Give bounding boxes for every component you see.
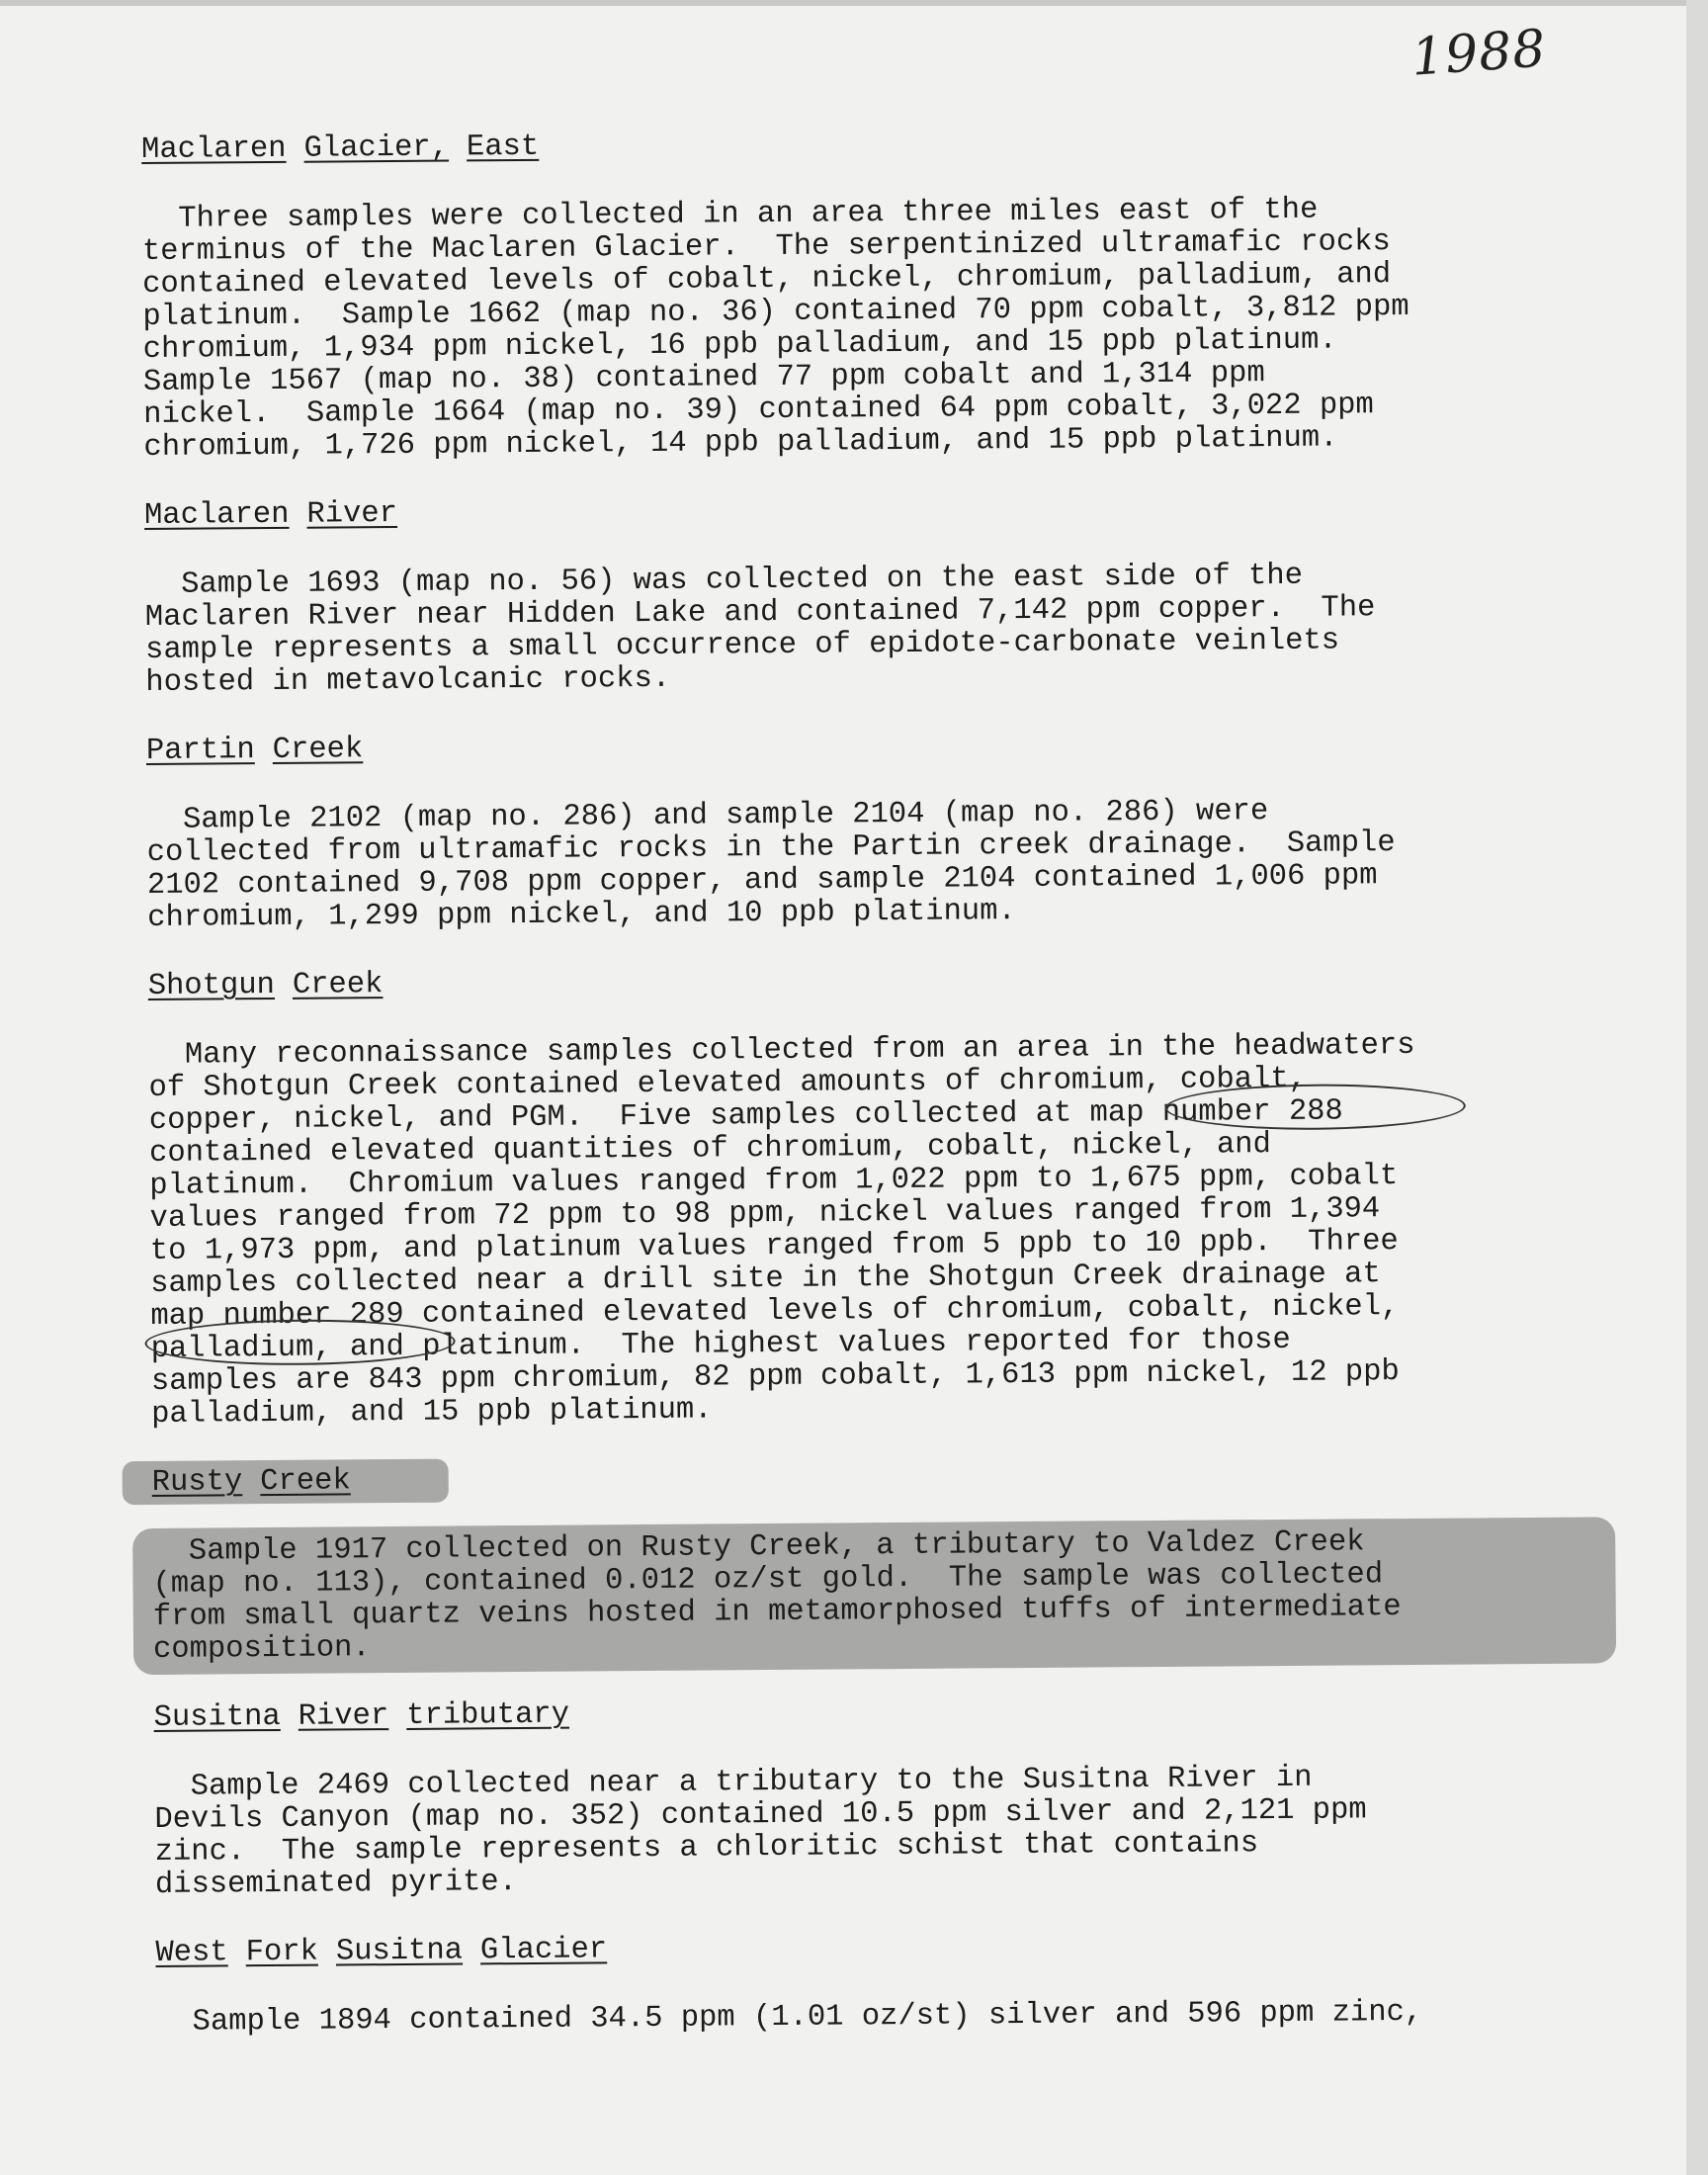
heading-word: Partin [145, 734, 255, 768]
section-heading [141, 124, 1555, 168]
section-heading [148, 960, 1562, 1004]
scan-edge-top [0, 0, 1708, 6]
section-heading [152, 1456, 1566, 1501]
heading-word: Rusty [151, 1465, 243, 1500]
section-paragraph: Sample 2469 collected near a tributary to the Susitna River in Devils Canyon (map no. 352) contained 10.5 ppm silver and 2,121 ppm zinc. The sample represents a chloritic schist that contains disseminated pyrite. [153, 1761, 1367, 1902]
heading-word: Susitna [335, 1934, 464, 1969]
section-shotgun-creek [148, 960, 1566, 1432]
section-paragraph: Sample 1917 collected on Rusty Creek, a tributary to Valdez Creek (map no. 113), contained 0.012 oz/st gold. The sample was collected from small quartz veins hosted in metamorphosed tuffs of intermediate composition. [152, 1525, 1402, 1667]
heading-word: Creek [292, 968, 384, 1002]
heading-word: Glacier, [303, 130, 450, 166]
section-heading [144, 489, 1558, 534]
heading-word: River [306, 496, 398, 532]
heading-word: River [298, 1699, 389, 1734]
heading-word: Glacier [479, 1933, 608, 1968]
heading-word: East [466, 130, 540, 165]
section-maclaren-river [144, 489, 1560, 700]
section-paragraph: Three samples were collected in an area three miles east of the terminus of the Maclaren Glacier. The serpentinized ultramafic rocks contained elevated levels of cobalt, nickel, chromium, palladium, and platinum. Sample 1662 (map no. 36) contained 70 ppm cobalt, 3,812 ppm chromium, 1,934 ppm nickel, 16 ppb palladium, and 15 ppb platinum. Sample 1567 (map no. 38) contained 77 ppm cobalt and 1,314 ppm nickel. Sample 1664 (map no. 39) contained 64 ppm cobalt, 3,022 ppm chromium, 1,726 ppm nickel, 14 ppb palladium, and 15 ppb platinum. [141, 193, 1409, 465]
heading-word: Maclaren [143, 497, 290, 533]
document-body [141, 124, 1570, 2075]
section-paragraph: Sample 1693 (map no. 56) was collected on the east side of the Maclaren River near Hidden Lake and contained 7,142 ppm copper. The sample represents a small occurrence of epidote-carbonate veinlets hosted in metavolcanic rocks. [144, 559, 1376, 700]
heading-word: Creek [260, 1464, 351, 1500]
handwritten-year: 1988 [1409, 19, 1549, 88]
heading-word: West [155, 1936, 228, 1970]
section-paragraph: Sample 2102 (map no. 286) and sample 2104 (map no. 286) were collected from ultramafic rocks in the Partin creek drainage. Sample 2102 contained 9,708 ppm copper, and sample 2104 contained 1,006 ppm chromium, 1,299 ppm nickel, and 10 ppb platinum. [146, 795, 1396, 935]
section-maclaren-glacier-east [141, 124, 1558, 465]
section-paragraph: Many reconnaissance samples collected from an area in the headwaters of Shotgun Creek contained elevated amounts of chromium, cobalt, copper, nickel, and PGM. Five samples collected at map number 288 contained elevated quantities of chromium, cobalt, nickel, and platinum. Chromium values ranged from 1,022 ppm to 1,675 ppm, cobalt values ranged from 72 ppm to 98 ppm, nickel values ranged from 1,394 to 1,973 ppm, and platinum values ranged from 5 ppb to 10 ppb. Three samples collected near a drill site in the Shotgun Creek drainage at map number 289 contained elevated levels of chromium, cobalt, nickel, palladium, and platinum. The highest values reported for those samples are 843 ppm chromium, 82 ppm cobalt, 1,613 ppm nickel, 12 ppb palladium, and 15 ppb platinum. [148, 1028, 1415, 1432]
heading-word: Fork [245, 1935, 319, 1970]
section-susitna-river-tributary [153, 1692, 1569, 1902]
section-heading [155, 1927, 1569, 1971]
scan-edge-right [1686, 0, 1708, 2175]
highlighted-paragraph-wrap [152, 1525, 1567, 1667]
section-heading [153, 1692, 1567, 1736]
heading-word: Susitna [153, 1699, 281, 1735]
heading-word: Creek [272, 733, 364, 767]
heading-word: tributary [406, 1697, 570, 1733]
section-partin-creek [146, 725, 1562, 935]
heading-word: Maclaren [140, 131, 287, 167]
section-heading [146, 725, 1560, 769]
heading-word: Shotgun [147, 968, 276, 1003]
section-rusty-creek [152, 1456, 1568, 1667]
section-paragraph: Sample 1894 contained 34.5 ppm (1.01 oz/st) silver and 596 ppm zinc, [155, 1995, 1423, 2040]
section-west-fork-susitna-glacier [155, 1927, 1570, 2040]
